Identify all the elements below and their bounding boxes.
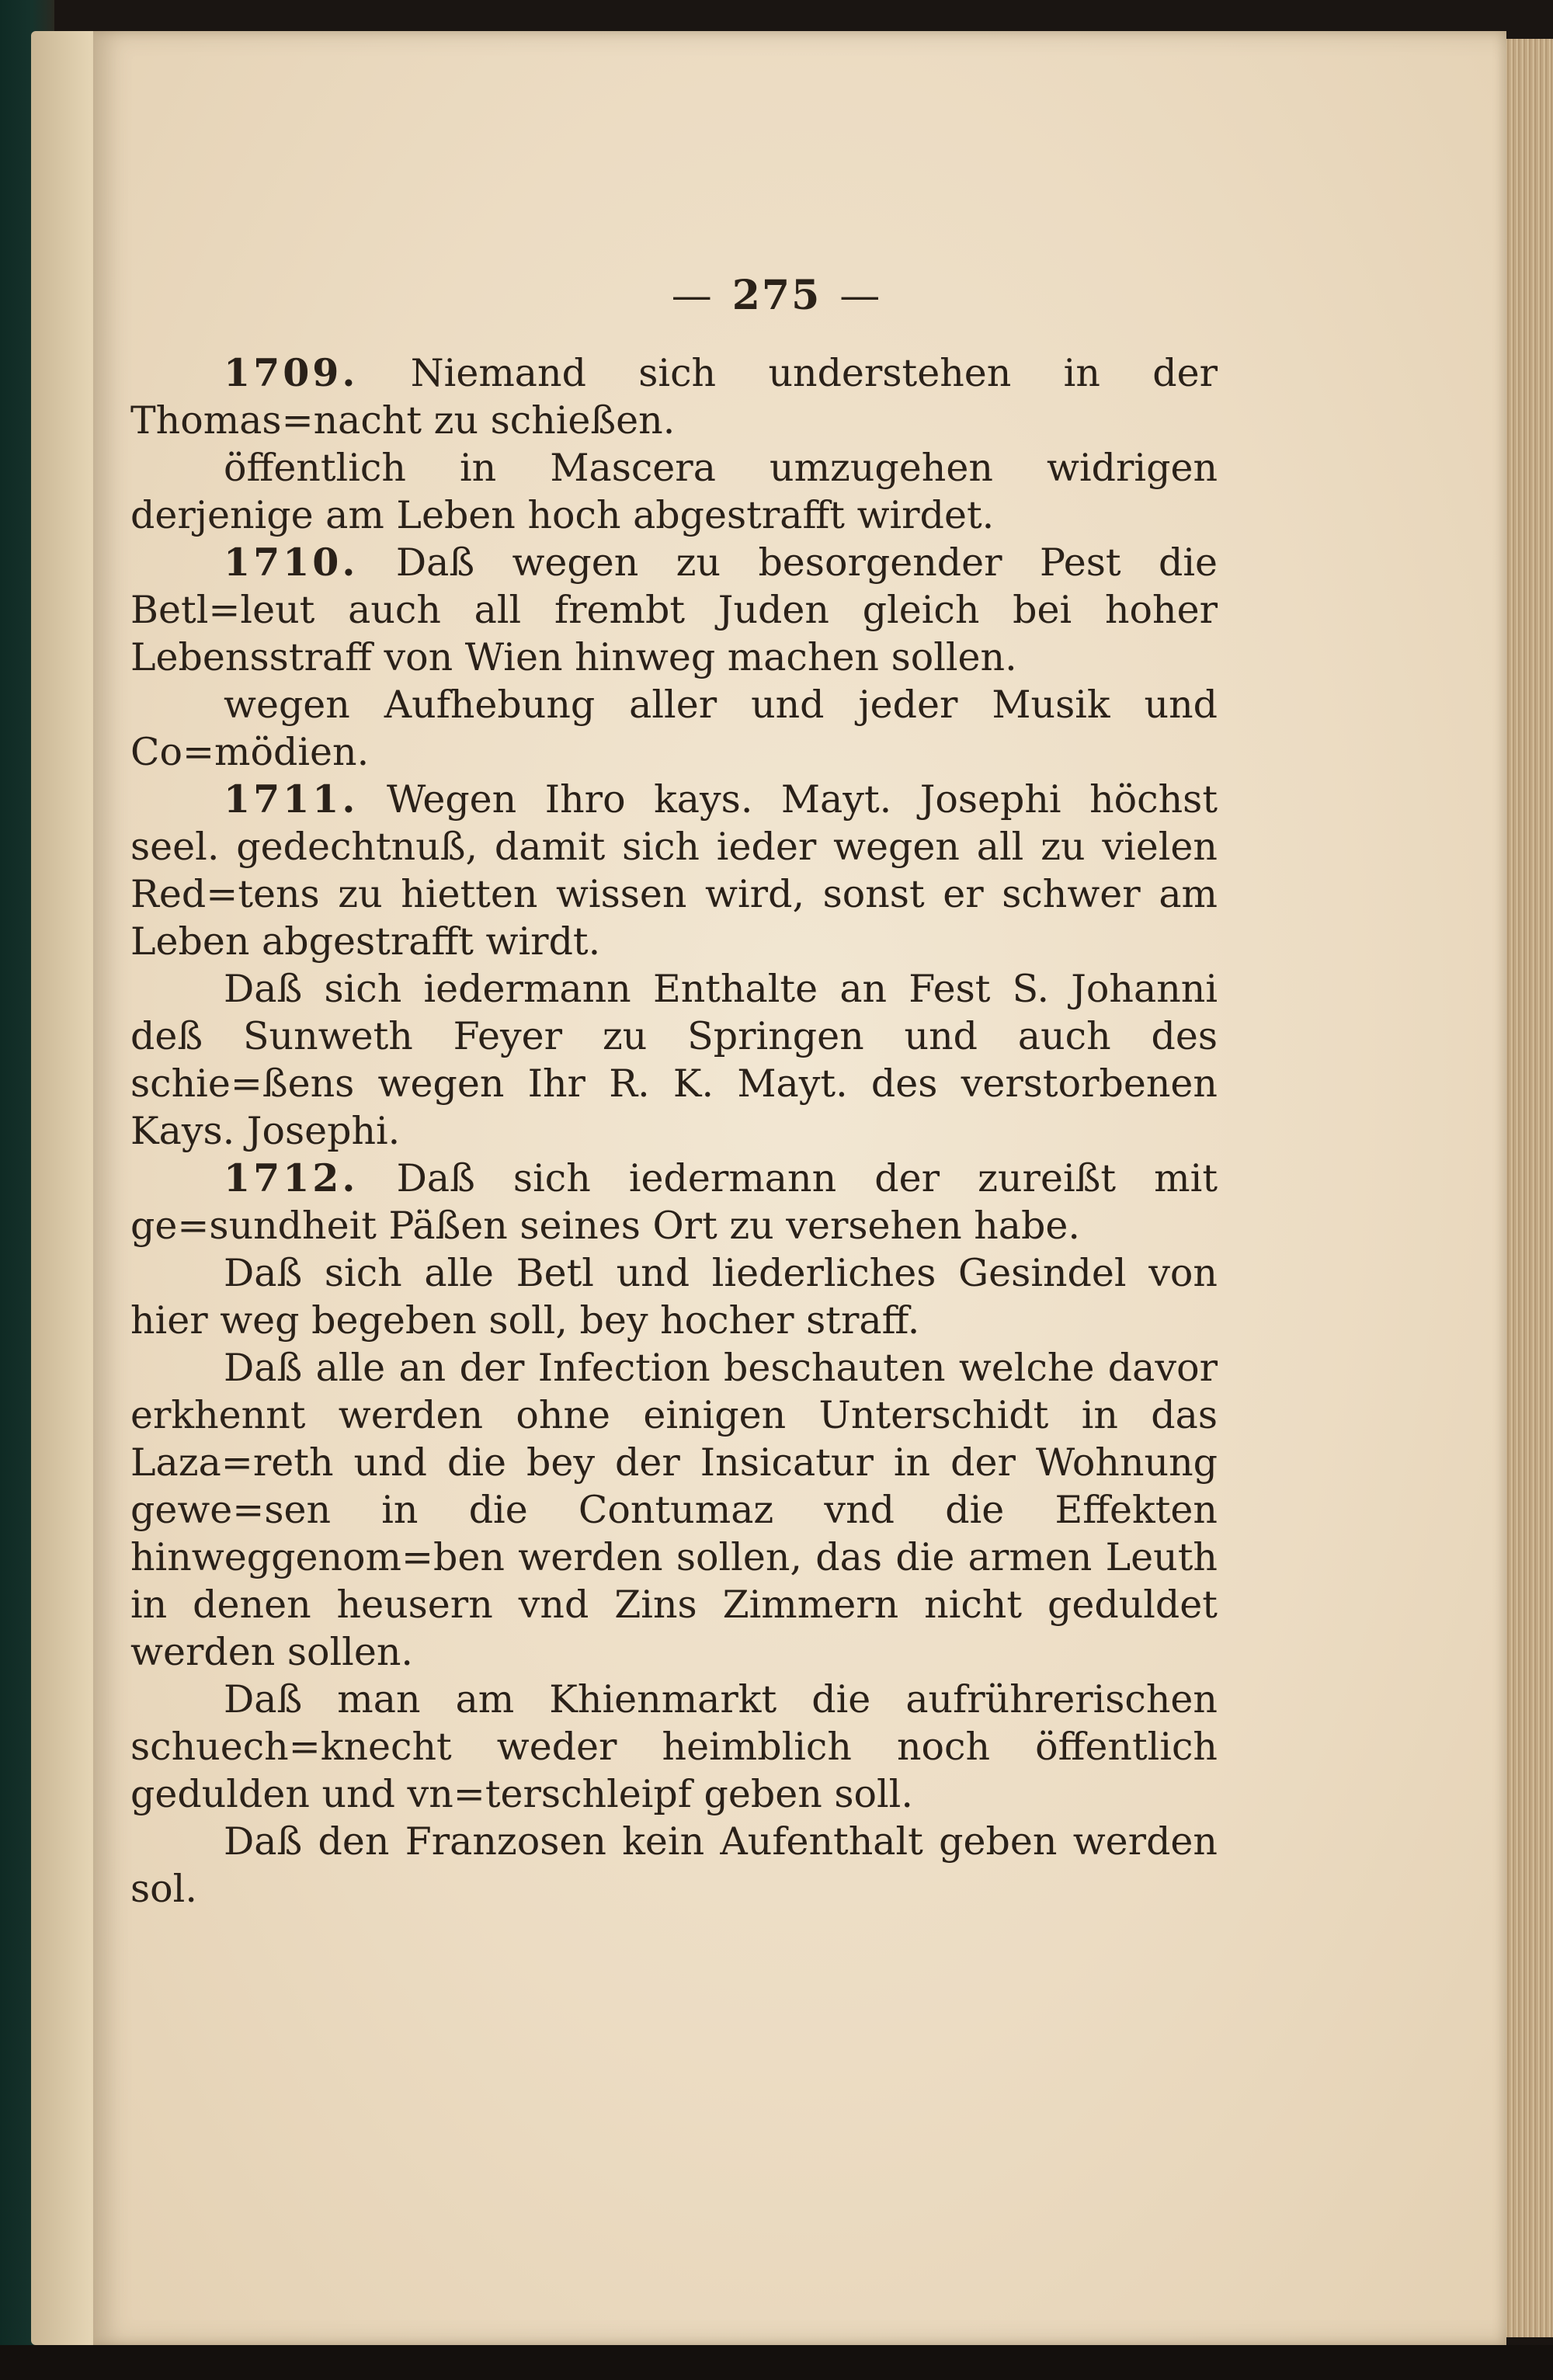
entry-text: Wegen Ihro kays. Mayt. Josephi höchst seel. gedechtnuß, damit sich ieder wegen all zu vielen Red=tens zu hietten wissen wird, sonst er schwer am Leben abgestrafft wirdt.: [130, 777, 1218, 964]
entry-year: 1711.: [224, 777, 359, 822]
entry-text: öffentlich in Mascera umzugehen widrigen derjenige am Leben hoch abgestrafft wirdet.: [130, 446, 1218, 537]
entry-1712-khienmarkt: [130, 1676, 1218, 1818]
entry-1709-mascera: [130, 444, 1218, 539]
entry-1710-musik: [130, 681, 1218, 776]
entry-year: 1712.: [224, 1155, 359, 1200]
header-dash-left: —: [671, 273, 714, 319]
entry-1712-betl: [130, 1249, 1218, 1344]
entry-text: Daß sich alle Betl und liederliches Gesindel von hier weg begeben soll, bey hocher straff.: [130, 1251, 1218, 1343]
entry-1711-johanni: [130, 965, 1218, 1155]
entry-text: Daß wegen zu besorgender Pest die Betl=leut auch all frembt Juden gleich bei hoher Lebensstraff von Wien hinweg machen sollen.: [130, 540, 1218, 679]
entry-1710: [130, 539, 1218, 681]
page-number: 275: [731, 272, 822, 319]
page-stack-edge: [1499, 39, 1553, 2337]
header-dash-right: —: [839, 273, 882, 319]
entry-text: Daß sich iedermann der zureißt mit ge=sundheit Päßen seines Ort zu versehen habe.: [130, 1156, 1218, 1248]
entry-text: Niemand sich understehen in der Thomas=nacht zu schießen.: [130, 351, 1218, 443]
entry-text: Daß den Franzosen kein Aufenthalt geben werden sol.: [130, 1819, 1218, 1911]
entry-text: wegen Aufhebung aller und jeder Musik und Co=mödien.: [130, 683, 1218, 774]
entry-text: Daß alle an der Infection beschauten welche davor erkhennt werden ohne einigen Unterschidt in das Laza=reth und die bey der Insicatur in der Wohnung gewe=sen in die Contumaz vnd die Effekten hinweggenom=ben werden sollen, das die armen Leuth in denen heusern vnd Zins Zimmern nicht geduldet werden sollen.: [130, 1346, 1218, 1674]
entry-text: Daß sich iedermann Enthalte an Fest S. Johanni deß Sunweth Feyer zu Springen und auch des schie=ßens wegen Ihr R. K. Mayt. des verstorbenen Kays. Josephi.: [130, 967, 1218, 1153]
entry-year: 1709.: [224, 350, 359, 395]
page-body: [130, 349, 1218, 1913]
entry-1712-franzosen: [130, 1818, 1218, 1913]
background-band: [0, 2345, 1553, 2380]
page-header: [0, 272, 1553, 319]
entry-year: 1710.: [224, 540, 359, 585]
entry-1711: [130, 776, 1218, 965]
entry-1712-infection: [130, 1344, 1218, 1676]
entry-1709: [130, 349, 1218, 444]
entry-text: Daß man am Khienmarkt die aufrührerischen schuech=knecht weder heimblich noch öffentlich gedulden und vn=terschleipf geben soll.: [130, 1677, 1218, 1816]
entry-1712: [130, 1155, 1218, 1249]
